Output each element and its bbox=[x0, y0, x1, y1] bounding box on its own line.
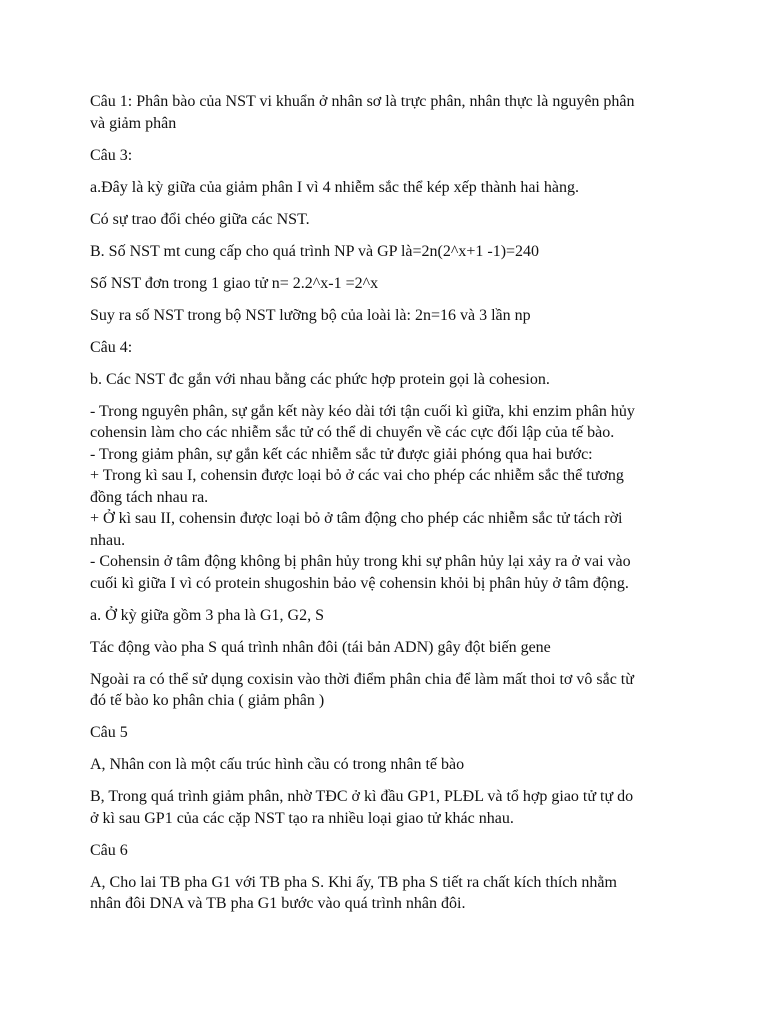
paragraph bbox=[90, 177, 680, 199]
paragraph bbox=[90, 637, 680, 659]
paragraph bbox=[90, 209, 680, 231]
paragraph bbox=[90, 669, 680, 712]
text-line: - Trong giảm phân, sự gắn kết các nhiễm sắc tử được giải phóng qua hai bước: bbox=[90, 445, 593, 463]
text-line: Tác động vào pha S quá trình nhân đôi (tái bản ADN) gây đột biến gene bbox=[90, 638, 551, 656]
text-line: và giảm phân bbox=[90, 114, 177, 132]
text-line: Câu 5 bbox=[90, 724, 128, 741]
paragraph bbox=[90, 241, 680, 263]
text-line: Có sự trao đổi chéo giữa các NST. bbox=[90, 210, 310, 228]
text-line: + Ở kì sau II, cohensin được loại bỏ ở tâm động cho phép các nhiễm sắc tử tách rời bbox=[90, 510, 623, 527]
text-line: Câu 4: bbox=[90, 338, 133, 356]
text-line: Câu 3: bbox=[90, 146, 133, 164]
text-line: Câu 1: Phân bào của NST vi khuẩn ở nhân sơ là trực phân, nhân thực là nguyên phân bbox=[90, 93, 635, 110]
text-line: B, Trong quá trình giảm phân, nhờ TĐC ở kì đầu GP1, PLĐL và tổ hợp giao tử tự do bbox=[90, 788, 634, 805]
paragraph bbox=[90, 786, 680, 829]
text-line: + Trong kì sau I, cohensin được loại bỏ ở các vai cho phép các nhiễm sắc thể tương bbox=[90, 467, 624, 484]
paragraph bbox=[90, 369, 680, 391]
text-line: Câu 6 bbox=[90, 841, 128, 859]
text-line: Số NST đơn trong 1 giao tử n= 2.2^x-1 =2^x bbox=[90, 274, 379, 292]
paragraph bbox=[90, 401, 680, 595]
paragraph bbox=[90, 91, 680, 134]
text-line: Suy ra số NST trong bộ NST lưỡng bộ của loài là: 2n=16 và 3 lần np bbox=[90, 306, 531, 324]
paragraph bbox=[90, 605, 680, 627]
paragraph bbox=[90, 872, 680, 915]
text-line: B. Số NST mt cung cấp cho quá trình NP và GP là=2n(2^x+1 -1)=240 bbox=[90, 242, 540, 260]
text-line: cohensin làm cho các nhiễm sắc tử có thể di chuyển về các cực đối lập của tế bào. bbox=[90, 424, 615, 441]
paragraph bbox=[90, 273, 680, 295]
text-line: a. Ở kỳ giữa gồm 3 pha là G1, G2, S bbox=[90, 606, 324, 624]
text-line: A, Cho lai TB pha G1 với TB pha S. Khi ấy, TB pha S tiết ra chất kích thích nhằm bbox=[90, 873, 617, 891]
text-line: nhân đôi DNA và TB pha G1 bước vào quá trình nhân đôi. bbox=[90, 895, 466, 912]
text-line: - Cohensin ở tâm động không bị phân hủy trong khi sự phân hủy lại xảy ra ở vai vào bbox=[90, 553, 631, 570]
text-line: đồng tách nhau ra. bbox=[90, 488, 209, 506]
paragraph bbox=[90, 754, 680, 776]
text-line: đó tế bào ko phân chia ( giảm phân ) bbox=[90, 692, 325, 709]
paragraph bbox=[90, 145, 680, 167]
text-line: Ngoài ra có thể sử dụng coxisin vào thời điểm phân chia để làm mất thoi tơ vô sắc từ bbox=[90, 670, 634, 688]
text-line: ở kì sau GP1 của các cặp NST tạo ra nhiều loại giao tử khác nhau. bbox=[90, 809, 514, 827]
text-line: nhau. bbox=[90, 531, 126, 549]
text-line: b. Các NST đc gắn với nhau bằng các phức hợp protein gọi là cohesion. bbox=[90, 370, 550, 388]
text-line: - Trong nguyên phân, sự gắn kết này kéo dài tới tận cuối kì giữa, khi enzim phân hủy bbox=[90, 402, 635, 420]
document-page bbox=[90, 91, 680, 925]
text-line: cuối kì giữa I vì có protein shugoshin bảo vệ cohensin khỏi bị phân hủy ở tâm động. bbox=[90, 574, 629, 592]
text-line: a.Đây là kỳ giữa của giảm phân I vì 4 nhiễm sắc thể kép xếp thành hai hàng. bbox=[90, 178, 579, 196]
paragraph bbox=[90, 840, 680, 862]
paragraph bbox=[90, 337, 680, 359]
paragraph bbox=[90, 305, 680, 327]
text-line: A, Nhân con là một cấu trúc hình cầu có trong nhân tế bào bbox=[90, 756, 465, 773]
paragraph bbox=[90, 722, 680, 744]
